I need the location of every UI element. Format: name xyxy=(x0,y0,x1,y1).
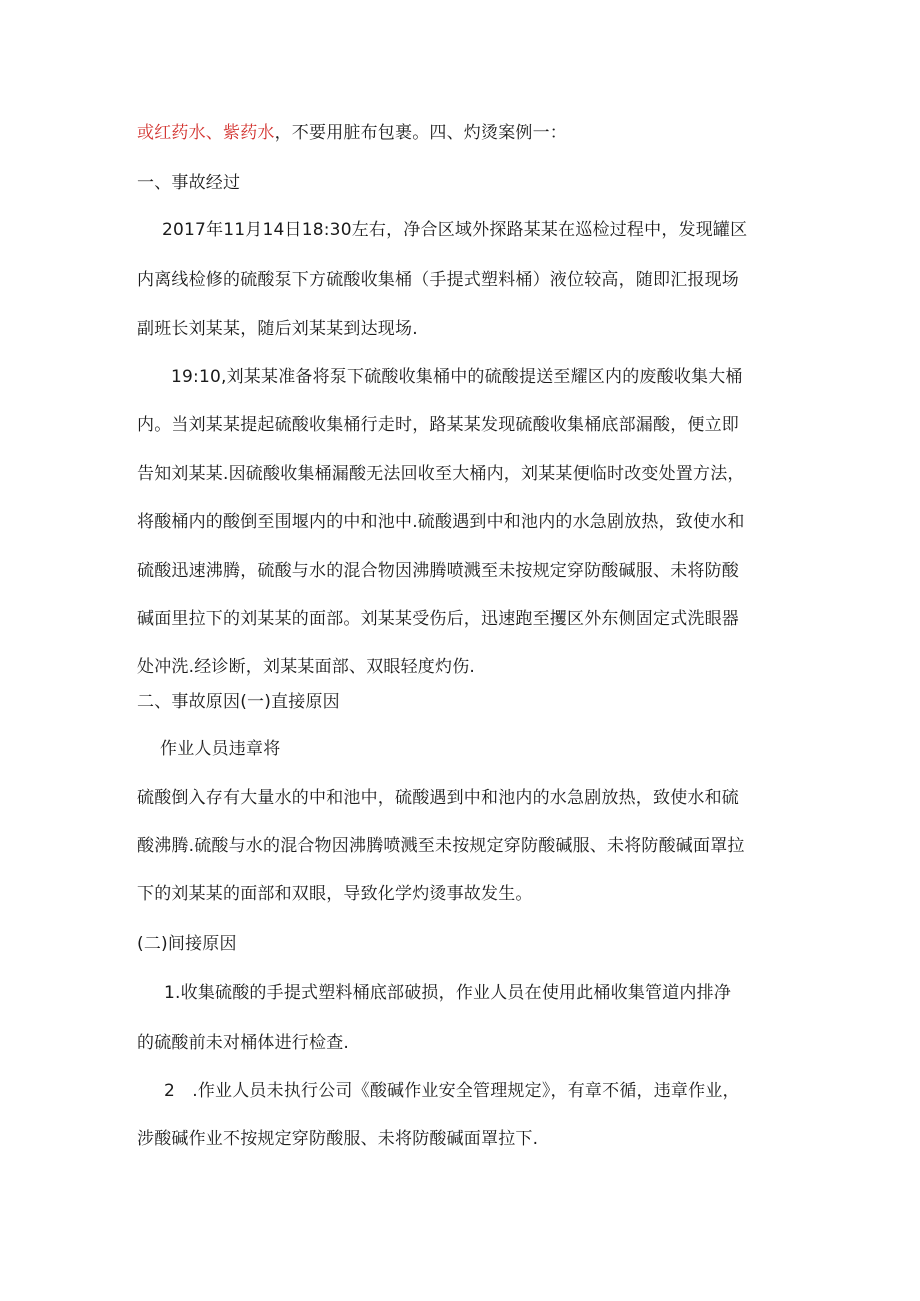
text-line-1 xyxy=(137,121,567,145)
paragraph-line: 涉酸碱作业不按规定穿防酸服、未将防酸碱面罩拉下. xyxy=(137,1129,539,1149)
paragraph-line: 内离线检修的硫酸泵下方硫酸收集桶（手提式塑料桶）液位较高，随即汇报现场 xyxy=(137,270,739,290)
paragraph-line: 内。当刘某某提起硫酸收集桶行走时，路某某发现硫酸收集桶底部漏酸，便立即 xyxy=(137,415,739,435)
paragraph-line: 19:10,刘某某准备将泵下硫酸收集桶中的硫酸提送至耀区内的废酸收集大桶 xyxy=(171,367,743,387)
paragraph-line: 2 .作业人员未执行公司《酸碱作业安全管理规定》，有章不循，违章作业， xyxy=(164,1081,740,1101)
paragraph-line: 告知刘某某.因硫酸收集桶漏酸无法回收至大桶内，刘某某便临时改变处置方法， xyxy=(137,464,745,484)
line-text: ，不要用脏布包裹。四、灼烫案例一： xyxy=(274,123,568,143)
paragraph-line: 将酸桶内的酸倒至围堰内的中和池中.硫酸遇到中和池内的水急剧放热，致使水和 xyxy=(137,512,745,532)
paragraph-line: 下的刘某某的面部和双眼，导致化学灼烫事故发生。 xyxy=(137,884,533,904)
subsection-heading: (二)间接原因 xyxy=(137,934,237,954)
section-heading-1: 一、事故经过 xyxy=(137,173,241,193)
paragraph-line: 的硫酸前未对桶体进行检查. xyxy=(137,1033,350,1053)
paragraph-line: 硫酸迅速沸腾，硫酸与水的混合物因沸腾喷溅至未按规定穿防酸碱服、未将防酸 xyxy=(137,561,739,581)
paragraph-line: 处冲洗.经诊断，刘某某面部、双眼轻度灼伤. xyxy=(137,657,476,677)
paragraph-line: 副班长刘某某，随后刘某某到达现场. xyxy=(137,319,418,339)
paragraph-line: 碱面里拉下的刘某某的面部。刘某某受伤后，迅速跑至攫区外东侧固定式洗眼器 xyxy=(137,609,739,629)
paragraph-line: 酸沸腾.硫酸与水的混合物因沸腾喷溅至未按规定穿防酸碱服、未将防酸碱面罩拉 xyxy=(137,836,745,856)
paragraph-line: 硫酸倒入存有大量水的中和池中，硫酸遇到中和池内的水急剧放热，致使水和硫 xyxy=(137,788,739,808)
paragraph-line: 1.收集硫酸的手提式塑料桶底部破损，作业人员在使用此桶收集管道内排净 xyxy=(164,983,732,1003)
section-heading-2: 二、事故原因(一)直接原因 xyxy=(137,692,340,712)
paragraph-line: 作业人员违章将 xyxy=(160,739,281,759)
highlighted-text: 或红药水、紫药水 xyxy=(137,123,275,143)
paragraph-line: 2017年11月14日18:30左右，净合区域外探路某某在巡检过程中，发现罐区 xyxy=(162,220,748,240)
